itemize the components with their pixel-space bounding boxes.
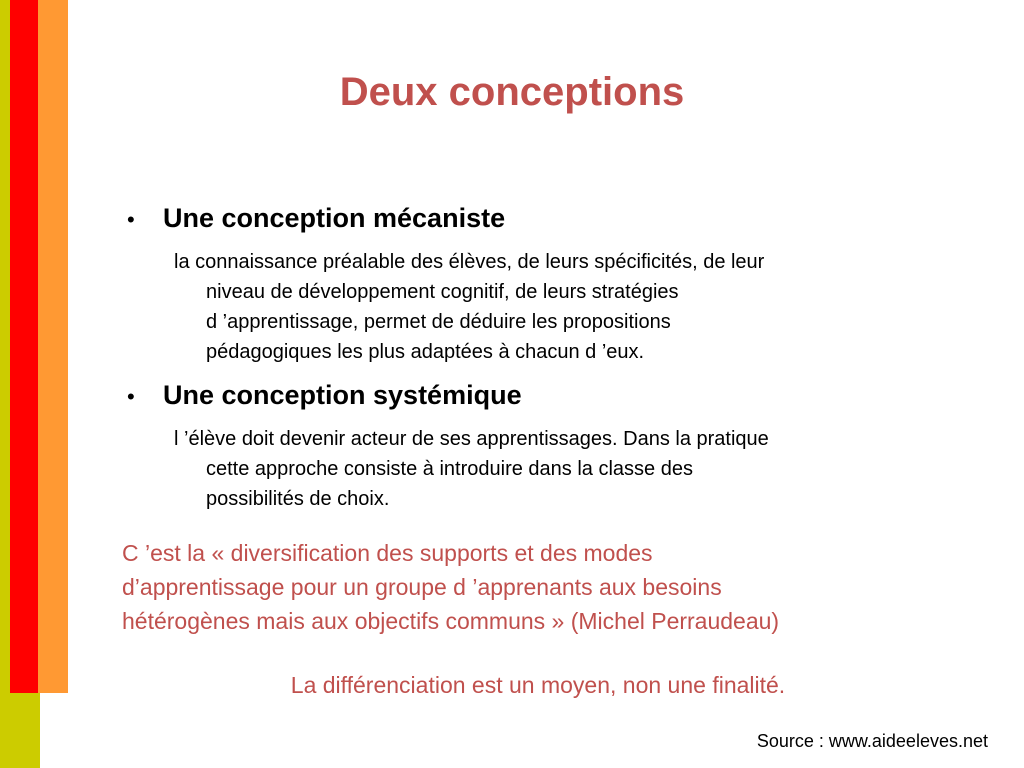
slide-title: Deux conceptions (339, 70, 685, 114)
bullet-heading-mecaniste (127, 203, 505, 234)
body-line: cette approche consiste à introduire dans la classe des (206, 458, 693, 480)
bullet-heading-text: Une conception mécaniste (163, 203, 506, 233)
body-line: l ’élève doit devenir acteur de ses apprentissages. Dans la pratique (174, 428, 769, 450)
source-credit: Source : www.aideeleves.net (756, 731, 988, 751)
bullet-heading-systemique (127, 380, 522, 411)
bullet-body-systemique (174, 424, 954, 514)
bullet-heading-text: Une conception systémique (163, 380, 522, 410)
conclusion-text: La différenciation est un moyen, non une finalité. (290, 672, 786, 698)
quote-line: hétérogènes mais aux objectifs communs » (Michel Perraudeau) (122, 608, 780, 634)
quote-block (122, 536, 982, 638)
quote-line: d’apprentissage pour un groupe d ’apprenants aux besoins (122, 574, 722, 600)
body-line: possibilités de choix. (206, 488, 390, 510)
bullet-marker: • (127, 384, 135, 409)
body-line: la connaissance préalable des élèves, de leurs spécificités, de leur (174, 251, 765, 273)
bullet-marker: • (127, 207, 135, 232)
bullet-body-mecaniste (174, 247, 954, 367)
body-line: niveau de développement cognitif, de leurs stratégies (206, 281, 679, 303)
body-line: d ’apprentissage, permet de déduire les propositions (206, 311, 671, 333)
quote-line: C ’est la « diversification des supports et des modes (122, 540, 653, 566)
body-line: pédagogiques les plus adaptées à chacun d ’eux. (206, 341, 645, 363)
